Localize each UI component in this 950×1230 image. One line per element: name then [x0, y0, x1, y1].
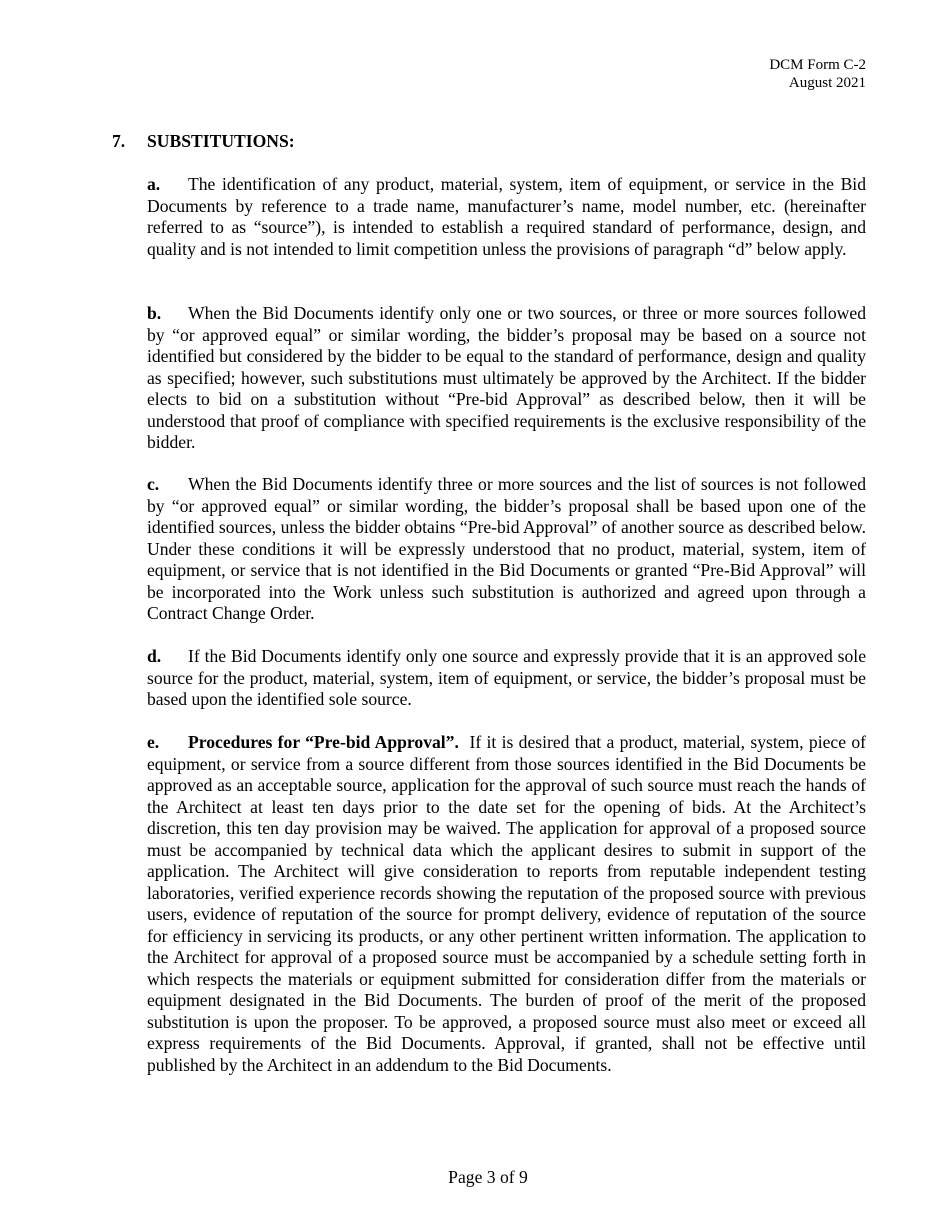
paragraph-text: The identification of any product, material, system, item of equipment, or service in the Bid Documents by reference to a trade name, manufacturer’s name, model number, etc. (hereinafter referred to as “source”), is intended to establish a required standard of performance, design, and quality and is not intended to limit competition unless the provisions of paragraph “d” below apply.	[147, 174, 866, 259]
form-date: August 2021	[788, 75, 866, 91]
section-title: SUBSTITUTIONS:	[147, 131, 295, 151]
paragraph-letter: b.	[147, 303, 162, 323]
paragraph-e	[147, 732, 866, 1076]
form-id: DCM Form C-2	[769, 57, 866, 73]
paragraph-letter: c.	[147, 474, 160, 494]
paragraph-text: When the Bid Documents identify only one or two sources, or three or more sources followed by “or approved equal” or similar wording, the bidder’s proposal may be based on a source not identified but considered by the bidder to be equal to the standard of performance, design and quality as specified; however, such substitutions must ultimately be approved by the Architect. If the bidder elects to bid on a substitution without “Pre-bid Approval” as described below, then it will be understood that proof of compliance with specified requirements is the exclusive responsibility of the bidder.	[147, 303, 866, 452]
paragraph-c	[147, 474, 866, 625]
paragraph-a	[147, 174, 866, 260]
paragraph-text: If the Bid Documents identify only one source and expressly provide that it is an approved sole source for the product, material, system, item of equipment, or service, the bidder’s proposal must be based upon the identified sole source.	[147, 646, 866, 709]
page-footer	[0, 1167, 950, 1189]
paragraph-d	[147, 646, 866, 711]
paragraph-text: When the Bid Documents identify three or more sources and the list of sources is not followed by “or approved equal” or similar wording, the bidder’s proposal shall be based upon one of the identified sources, unless the bidder obtains “Pre-bid Approval” of another source as described below. Under these conditions it will be expressly understood that no product, material, system, item of equipment, or service that is not identified in the Bid Documents or granted “Pre-Bid Approval” will be incorporated into the Work unless such substitution is authorized and agreed upon through a Contract Change Order.	[147, 474, 866, 623]
paragraph-text: If it is desired that a product, material, system, piece of equipment, or service from a source different from those sources identified in the Bid Documents be approved as an acceptable source, application for the approval of such source must reach the hands of the Architect at least ten days prior to the date set for the opening of bids. At the Architect’s discretion, this ten day provision may be waived. The application for approval of a proposed source must be accompanied by technical data which the applicant desires to submit in support of the application. The Architect will give consideration to reports from reputable independent testing laboratories, verified experience records showing the reputation of the proposed source with previous users, evidence of reputation of the source for prompt delivery, evidence of reputation of the source for efficiency in servicing its products, or any other pertinent written information. The application to the Architect for approval of a proposed source must be accompanied by a schedule setting forth in which respects the materials or equipment submitted for consideration differ from the materials or equipment designated in the Bid Documents. The burden of proof of the merit of the proposed substitution is upon the proposer. To be approved, a proposed source must also meet or exceed all express requirements of the Bid Documents. Approval, if granted, shall not be effective until published by the Architect in an addendum to the Bid Documents.	[147, 732, 867, 1075]
section-heading	[112, 131, 295, 152]
document-header	[769, 56, 866, 92]
paragraph-letter: e.	[147, 732, 160, 752]
paragraph-letter: a.	[147, 174, 161, 194]
page-number: Page 3 of 9	[448, 1167, 528, 1187]
paragraph-b	[147, 303, 866, 454]
paragraph-letter: d.	[147, 646, 162, 666]
section-number: 7.	[112, 131, 126, 151]
paragraph-lead-heading: Procedures for “Pre-bid Approval”.	[188, 732, 459, 752]
